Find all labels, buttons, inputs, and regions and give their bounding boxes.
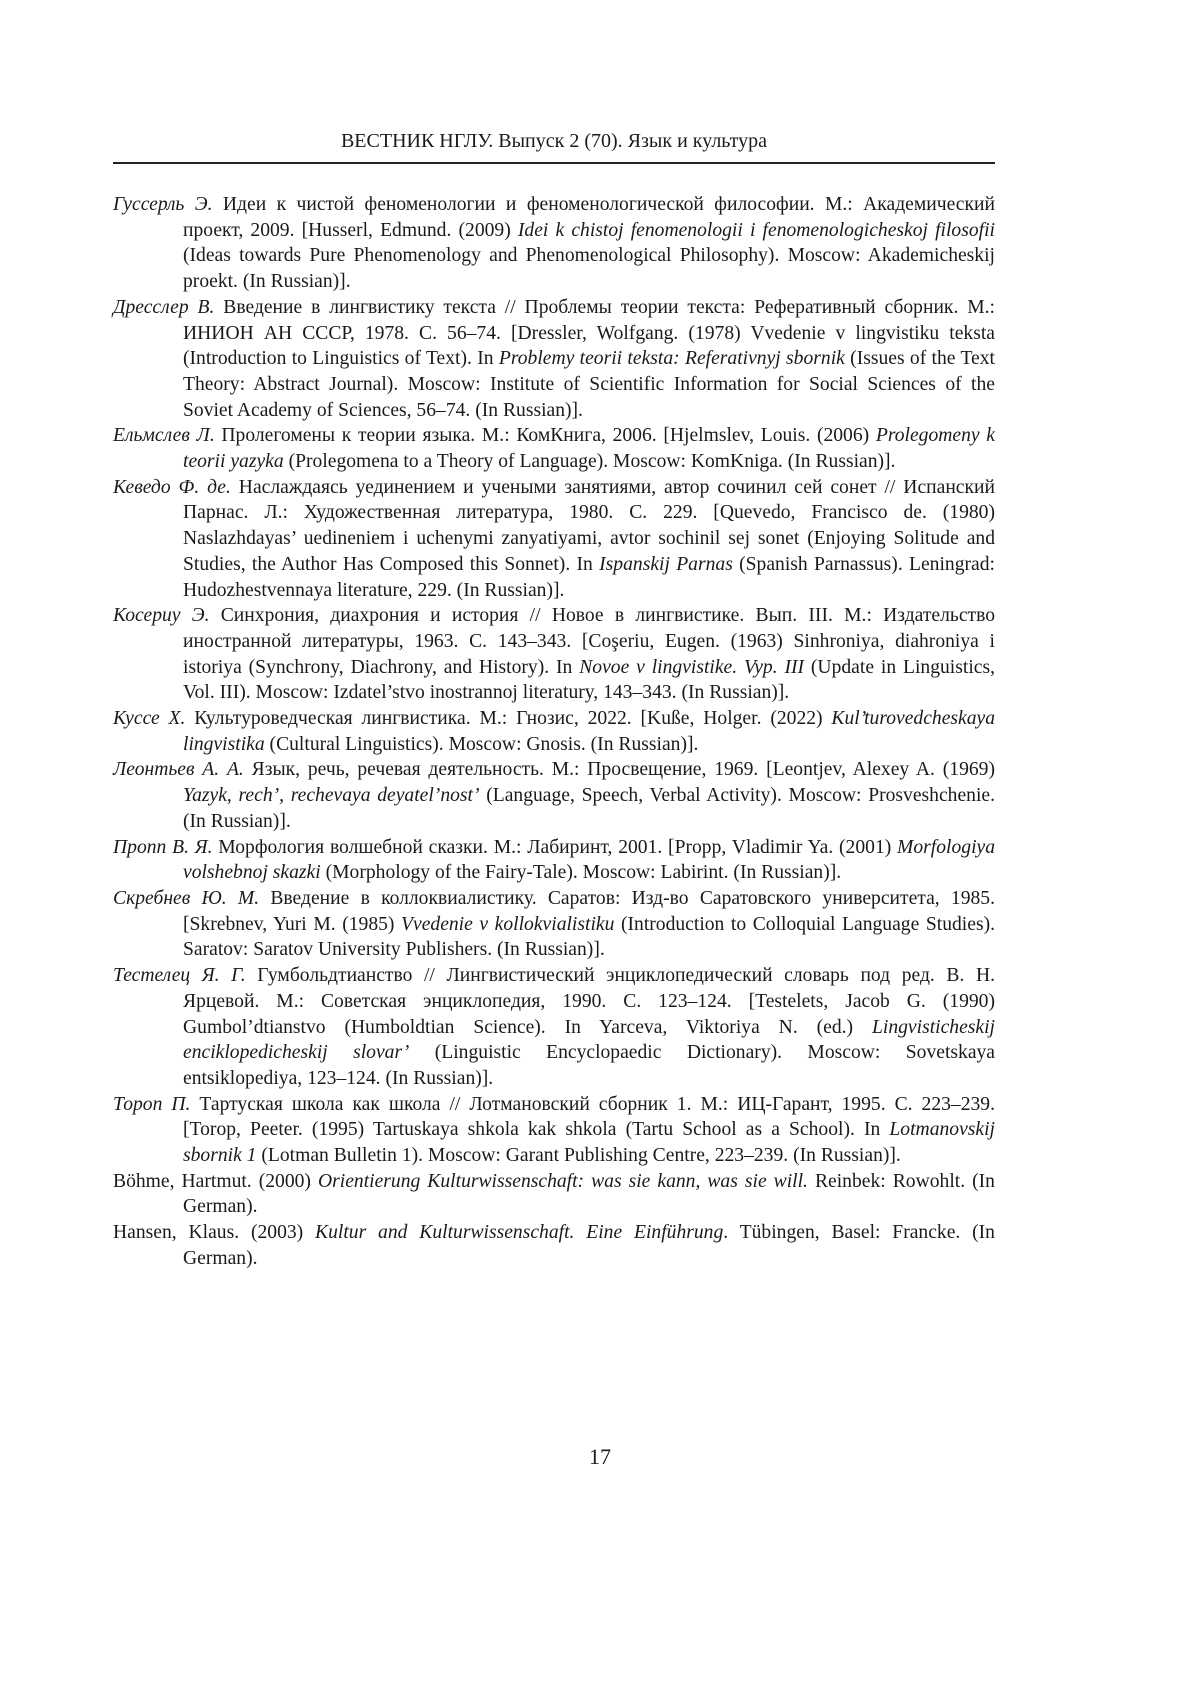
reference-entry	[113, 192, 995, 295]
reference-text: (Cultural Linguistics). Moscow: Gnosis. (In Russian)].	[265, 734, 699, 755]
reference-text: (Prolegomena to a Theory of Language). Moscow: KomKniga. (In Russian)].	[284, 451, 896, 472]
reference-italic-text: Kul’turovedcheskaya lingvistika	[183, 708, 995, 755]
reference-entry	[113, 1169, 995, 1220]
reference-entry	[113, 963, 995, 1092]
reference-text: Синхрония, диахрония и история // Новое в лингвистике. Вып. III. М.: Издательство иностранной литературы, 1963. С. 143–343. [Coşeriu, Eugen. (1963) Sinhroniya, diahroniya i istoriya (Synchrony, Diachrony, and History). In	[183, 605, 995, 677]
reference-text: Наслаждаясь уединением и учеными занятиями, автор сочинил сей сонет // Испанский Парнас. Л.: Художественная литература, 1980. С. 229. [Quevedo, Francisco de. (1980) Naslazhdayas’ uedineniem i uchenymi zanyatiyami, avtor sochinil sej sonet (Enjoying Solitude and Studies, the Author Has Composed this Sonnet). In	[183, 477, 995, 575]
reference-text: (Issues of the Text Theory: Abstract Journal). Moscow: Institute of Scientific Information for Social Sciences of the Soviet Academy of Sciences, 56–74. (In Russian)].	[183, 348, 995, 420]
reference-italic-text: Кеведо Ф. де.	[113, 477, 231, 498]
reference-text: Язык, речь, речевая деятельность. М.: Просвещение, 1969. [Leontjev, Alexey A. (1969)	[244, 759, 995, 780]
reference-text: Hansen, Klaus. (2003)	[113, 1222, 315, 1243]
running-header: ВЕСТНИК НГЛУ. Выпуск 2 (70). Язык и культура	[113, 130, 995, 153]
reference-italic-text: Vvedenie v kollokvialistiku	[401, 914, 614, 935]
reference-italic-text: Гуссерль Э.	[113, 194, 212, 215]
reference-italic-text: Ispanskij Parnas	[599, 554, 733, 575]
reference-italic-text: Леонтьев А. А.	[113, 759, 244, 780]
reference-text: Гумбольдтианство // Лингвистический энциклопедический словарь под ред. В. Н. Ярцевой. М.: Советская энциклопедия, 1990. С. 123–124. [Testelets, Jacob G. (1990) Gumbol’dtianstvo (Humboldtian Science). In Yarceva, Viktoriya N. (ed.)	[183, 965, 995, 1037]
reference-italic-text: Куссе Х.	[113, 708, 185, 729]
header-rule	[113, 162, 995, 164]
page-number: 17	[0, 1444, 1200, 1470]
reference-entry	[113, 1220, 995, 1271]
reference-italic-text: Prolegomeny k teorii yazyka	[183, 425, 995, 472]
reference-text: Reinbek: Rowohlt. (In German).	[183, 1171, 995, 1218]
reference-italic-text: Тестелец Я. Г.	[113, 965, 246, 986]
reference-entry	[113, 603, 995, 706]
reference-text: Культуроведческая лингвистика. М.: Гнозис, 2022. [Kuße, Holger. (2022)	[185, 708, 831, 729]
reference-italic-text: Idei k chistoj fenomenologii i fenomenologicheskoj filosofii	[518, 220, 995, 241]
reference-entry	[113, 295, 995, 424]
reference-text: Введение в коллоквиалистику. Саратов: Изд-во Саратовского университета, 1985. [Skrebnev, Yuri M. (1985)	[183, 888, 995, 935]
reference-entry	[113, 886, 995, 963]
reference-italic-text: Ельмслев Л.	[113, 425, 215, 446]
reference-text: Морфология волшебной сказки. М.: Лабиринт, 2001. [Propp, Vladimir Ya. (2001)	[213, 837, 898, 858]
reference-entry	[113, 835, 995, 886]
reference-text: Тартуская школа как школа // Лотмановский сборник 1. М.: ИЦ-Гарант, 1995. С. 223–239. [Torop, Peeter. (1995) Tartuskaya shkola kak shkola (Tartu School as a School). In	[183, 1094, 995, 1141]
reference-text: (Lotman Bulletin 1). Moscow: Garant Publishing Centre, 223–239. (In Russian)].	[256, 1145, 900, 1166]
reference-italic-text: Косериу Э.	[113, 605, 209, 626]
reference-entry	[113, 423, 995, 474]
reference-italic-text: Morfologiya volshebnoj skazki	[183, 837, 995, 884]
reference-text: (Spanish Parnassus). Leningrad: Hudozhestvennaya literature, 229. (In Russian)].	[183, 554, 995, 601]
reference-text: Введение в лингвистику текста // Проблемы теории текста: Реферативный сборник. М.: ИНИОН АН СССР, 1978. С. 56–74. [Dressler, Wolfgang. (1978) Vvedenie v lingvistiku teksta (Introduction to Linguistics of Text). In	[183, 297, 995, 369]
reference-italic-text: Problemy teorii teksta: Referativnyj sbornik	[499, 348, 845, 369]
reference-italic-text: Lotmanovskij sbornik 1	[183, 1119, 995, 1166]
reference-text: (Update in Linguistics, Vol. III). Moscow: Izdatel’stvo inostrannoj literatury, 143–343. (In Russian)].	[183, 657, 995, 704]
reference-entry	[113, 706, 995, 757]
reference-italic-text: Скребнев Ю. М.	[113, 888, 259, 909]
reference-text: Идеи к чистой феноменологии и феноменологической философии. М.: Академический проект, 2009. [Husserl, Edmund. (2009)	[183, 194, 995, 241]
reference-text: (Language, Speech, Verbal Activity). Moscow: Prosveshchenie. (In Russian)].	[183, 785, 995, 832]
reference-text: (Introduction to Colloquial Language Studies). Saratov: Saratov University Publishers. (In Russian)].	[183, 914, 995, 961]
reference-text: (Morphology of the Fairy-Tale). Moscow: Labirint. (In Russian)].	[321, 862, 841, 883]
reference-italic-text: Kultur and Kulturwissenschaft. Eine Einführung	[315, 1222, 723, 1243]
reference-list	[113, 192, 995, 1272]
reference-italic-text: Пропп В. Я.	[113, 837, 213, 858]
reference-entry	[113, 1092, 995, 1169]
reference-entry	[113, 757, 995, 834]
reference-italic-text: Yazyk, rech’, rechevaya deyatel’nost’	[183, 785, 480, 806]
reference-italic-text: Тороп П.	[113, 1094, 190, 1115]
reference-italic-text: Дресслер В.	[113, 297, 214, 318]
reference-entry	[113, 475, 995, 604]
reference-italic-text: Lingvisticheskij enciklopedicheskij slovar’	[183, 1017, 995, 1064]
reference-text: Böhme, Hartmut. (2000)	[113, 1171, 318, 1192]
reference-text: (Linguistic Encyclopaedic Dictionary). Moscow: Sovetskaya entsiklopediya, 123–124. (In Russian)].	[183, 1042, 995, 1089]
reference-text: . Tübingen, Basel: Francke. (In German).	[183, 1222, 995, 1269]
reference-text: (Ideas towards Pure Phenomenology and Phenomenological Philosophy). Moscow: Akademicheskij proekt. (In Russian)].	[183, 245, 995, 292]
reference-italic-text: Orientierung Kulturwissenschaft: was sie kann, was sie will.	[318, 1171, 808, 1192]
reference-text: Пролегомены к теории языка. М.: КомКнига, 2006. [Hjelmslev, Louis. (2006)	[215, 425, 876, 446]
reference-italic-text: Novoe v lingvistike. Vyp. III	[579, 657, 804, 678]
